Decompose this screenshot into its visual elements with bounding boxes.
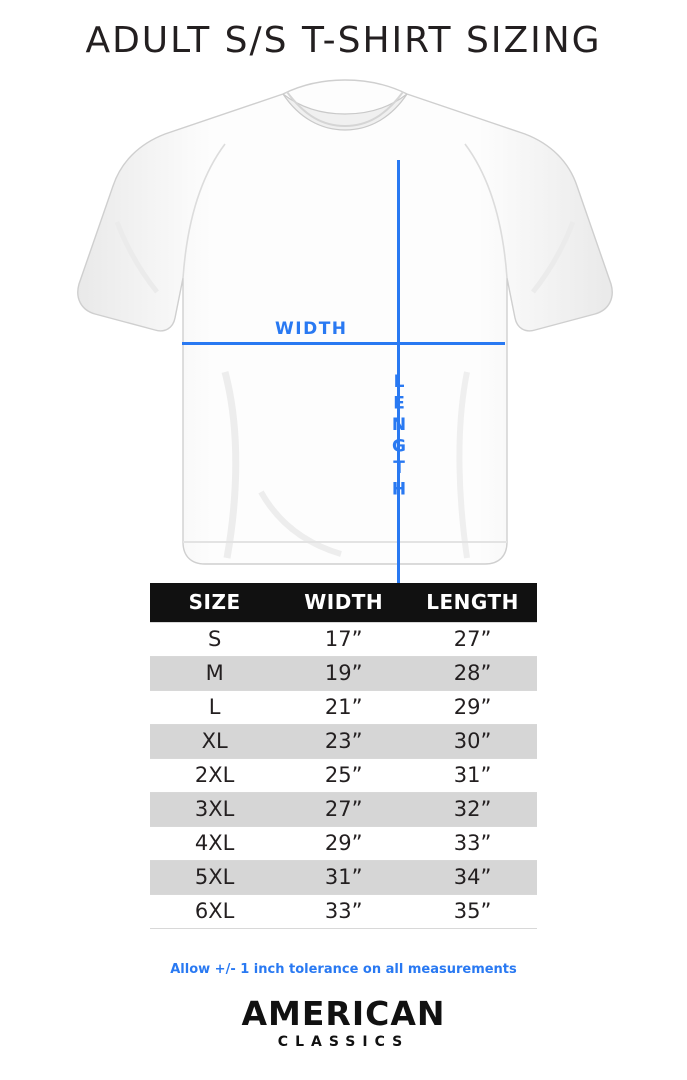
- cell-length: 34”: [408, 861, 537, 895]
- cell-width: 19”: [279, 657, 408, 691]
- cell-size: 2XL: [150, 759, 279, 793]
- table-row: [150, 793, 537, 827]
- width-measurement-line: [182, 342, 505, 345]
- table-row: [150, 725, 537, 759]
- cell-size: 5XL: [150, 861, 279, 895]
- cell-length: 29”: [408, 691, 537, 725]
- size-chart-table: [150, 583, 537, 929]
- cell-length: 31”: [408, 759, 537, 793]
- length-label: LENGTH: [389, 372, 409, 501]
- cell-width: 27”: [279, 793, 408, 827]
- cell-width: 29”: [279, 827, 408, 861]
- cell-size: L: [150, 691, 279, 725]
- cell-length: 28”: [408, 657, 537, 691]
- table-row: [150, 861, 537, 895]
- column-header-size: SIZE: [150, 583, 279, 623]
- cell-length: 32”: [408, 793, 537, 827]
- table-row: [150, 759, 537, 793]
- table-row: [150, 657, 537, 691]
- cell-size: 6XL: [150, 895, 279, 929]
- table-row: [150, 623, 537, 657]
- cell-length: 35”: [408, 895, 537, 929]
- cell-width: 23”: [279, 725, 408, 759]
- cell-length: 33”: [408, 827, 537, 861]
- tolerance-note: Allow +/- 1 inch tolerance on all measurements: [170, 962, 517, 977]
- cell-width: 25”: [279, 759, 408, 793]
- cell-size: XL: [150, 725, 279, 759]
- cell-length: 30”: [408, 725, 537, 759]
- cell-size: M: [150, 657, 279, 691]
- cell-size: 3XL: [150, 793, 279, 827]
- cell-length: 27”: [408, 623, 537, 657]
- cell-size: S: [150, 623, 279, 657]
- width-label: WIDTH: [275, 319, 348, 339]
- table-row: [150, 691, 537, 725]
- cell-width: 21”: [279, 691, 408, 725]
- cell-width: 33”: [279, 895, 408, 929]
- brand-name: AMERICAN: [241, 994, 446, 1033]
- page-title: ADULT S/S T-SHIRT SIZING: [85, 20, 602, 61]
- cell-size: 4XL: [150, 827, 279, 861]
- column-header-length: LENGTH: [408, 583, 537, 623]
- brand-subtitle: CLASSICS: [277, 1034, 410, 1050]
- cell-width: 31”: [279, 861, 408, 895]
- column-header-width: WIDTH: [279, 583, 408, 623]
- cell-width: 17”: [279, 623, 408, 657]
- table-row: [150, 895, 537, 929]
- table-row: [150, 827, 537, 861]
- tshirt-illustration: [0, 72, 687, 572]
- table-header-row: [150, 583, 537, 623]
